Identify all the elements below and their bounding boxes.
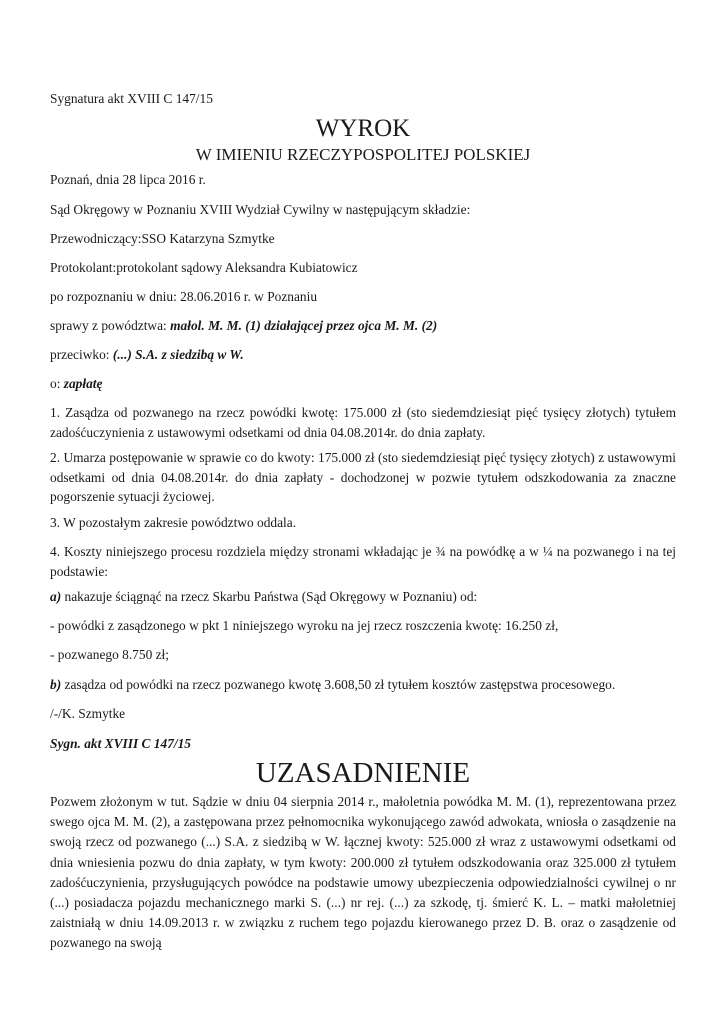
justification-title: UZASADNIENIE — [255, 757, 471, 789]
hearing-date: po rozpoznaniu w dniu: 28.06.2016 r. w Poznaniu — [50, 289, 318, 304]
subject-line — [50, 374, 676, 394]
cost-item-a — [50, 587, 676, 607]
claimant-party: małol. M. M. (1) działającej przez ojca M. M. (2) — [170, 318, 438, 333]
cost-item-b — [50, 675, 676, 695]
defendant-line — [50, 345, 676, 365]
justification-signature: Sygn. akt XVIII C 147/15 — [50, 736, 192, 751]
cost-item-a-line-1: - powódki z zasądzonego w pkt 1 niniejszego wyroku na jej rzecz roszczenia kwotę: 16.250 zł, — [50, 618, 559, 633]
cost-item-b-text: zasądza od powódki na rzecz pozwanego kwotę 3.608,50 zł tytułem kosztów zastępstwa procesowego. — [61, 677, 616, 692]
cost-item-a-label: a) — [50, 589, 62, 604]
verdict-point-4: 4. Koszty niniejszego procesu rozdziela między stronami wkładając je ¾ na powódkę a w ¼ na pozwanego i na tej podstawie: — [50, 544, 676, 579]
presiding-judge: Przewodniczący:SSO Katarzyna Szmytke — [50, 231, 275, 246]
verdict-point-2: 2. Umarza postępowanie w sprawie co do kwoty: 175.000 zł (sto siedemdziesiąt pięć tysięcy złotych) z ustawowymi odsetkami od dnia 04.08.2014r. do dnia zapłaty - dochodzonej w pozwie tytułem odszkodowania za znaczne pogorszenie sytuacji życiowej. — [50, 450, 676, 504]
case-signature: Sygnatura akt XVIII C 147/15 — [50, 91, 213, 106]
place-date: Poznań, dnia 28 lipca 2016 r. — [50, 172, 206, 187]
verdict-point-1: 1. Zasądza od pozwanego na rzecz powódki kwotę: 175.000 zł (sto siedemdziesiąt pięć tysięcy złotych) tytułem zadośćuczynienia z ustawowymi odsetkami od dnia 04.08.2014r. do dnia zapłaty. — [50, 405, 676, 440]
subject-prefix: o: — [50, 376, 64, 391]
defendant-prefix: przeciwko: — [50, 347, 113, 362]
judge-signature: /-/K. Szmytke — [50, 706, 126, 721]
judgment-subtitle: W IMIENIU RZECZYPOSPOLITEJ POLSKIEJ — [195, 145, 531, 164]
verdict-point-3: 3. W pozostałym zakresie powództwo oddala. — [50, 515, 297, 530]
cost-item-b-label: b) — [50, 677, 62, 692]
claimant-prefix: sprawy z powództwa: — [50, 318, 171, 333]
justification-paragraph: Pozwem złożonym w tut. Sądzie w dniu 04 sierpnia 2014 r., małoletnia powódka M. M. (1), reprezentowana przez swego ojca M. M. (2), a zastępowana przez pełnomocnika wykonującego zawód adwokata, wniosła o zasądzenie na swoją rzecz od pozwanego (...) S.A. z siedzibą w W. łącznej kwoty: 525.000 zł wraz z ustawowymi odsetkami od dnia wniesienia pozwu do dnia zapłaty, w tym kwoty: 200.000 zł tytułem odszkodowania oraz 325.000 zł tytułem zadośćuczynienia, przysługujących powódce na podstawie umowy ubezpieczenia odpowiedzialności cywilnej o nr (...) posiadacza pojazdu mechanicznego marki S. (...) nr rej. (...) za szkodę, tj. śmierć K. L. – matki małoletniej zaistniałą w dniu 14.09.2013 r. w związku z ruchem tego pojazdu kierowanego przez D. B. oraz o zasądzenie od pozwanego na swoją — [50, 794, 676, 951]
subject-value: zapłatę — [63, 376, 103, 391]
defendant-party: (...) S.A. z siedzibą w W. — [112, 347, 244, 362]
claimant-line — [50, 316, 676, 336]
court-composition: Sąd Okręgowy w Poznaniu XVIII Wydział Cywilny w następującym składzie: — [50, 202, 471, 217]
cost-item-a-text: nakazuje ściągnąć na rzecz Skarbu Państwa (Sąd Okręgowy w Poznaniu) od: — [61, 589, 478, 604]
cost-item-a-line-2: - pozwanego 8.750 zł; — [50, 647, 169, 662]
judgment-title: WYROK — [315, 115, 411, 142]
court-clerk: Protokolant:protokolant sądowy Aleksandra Kubiatowicz — [50, 260, 358, 275]
